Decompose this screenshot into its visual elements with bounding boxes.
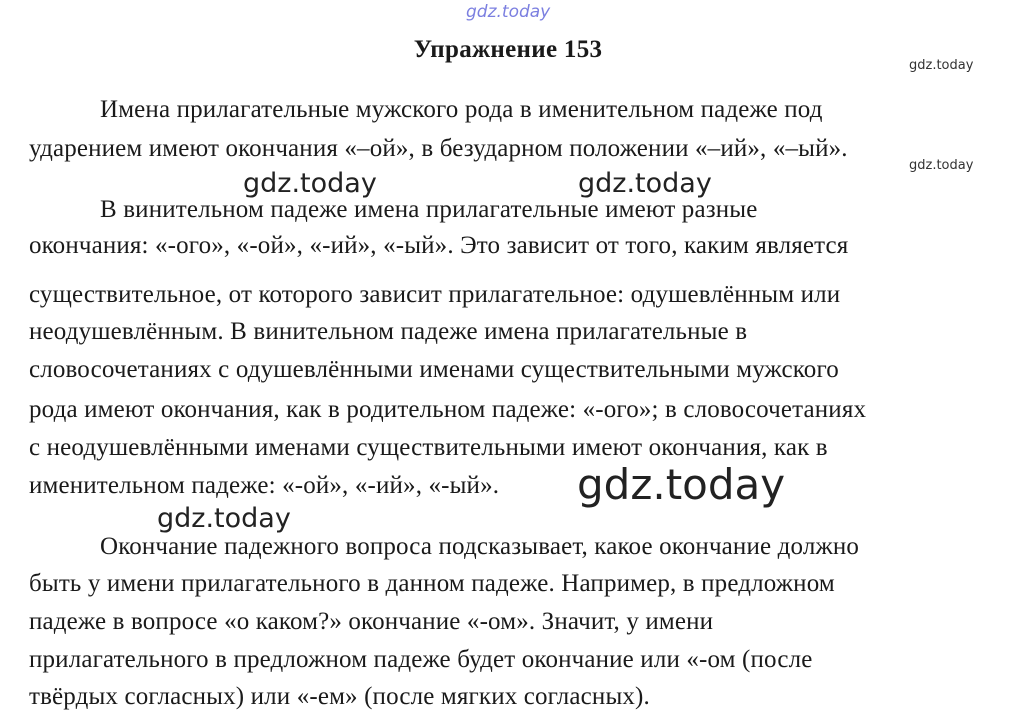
- text-line: неодушевлённым. В винительном падеже имена прилагательные в: [29, 318, 748, 345]
- exercise-title: Упражнение 153: [413, 36, 603, 63]
- text-line: ударением имеют окончания «–ой», в безударном положении «–ий», «–ый».: [29, 135, 848, 162]
- text-line: словосочетаниях с одушевлёнными именами существительными мужского: [29, 356, 839, 383]
- text-line: прилагательного в предложном падеже будет окончание или «-ом (после: [29, 646, 813, 673]
- text-line: твёрдых согласных) или «-ем» (после мягких согласных).: [29, 683, 650, 710]
- text-line: Имена прилагательные мужского рода в именительном падеже под: [100, 96, 823, 123]
- text-line: окончания: «-ого», «-ой», «-ий», «-ый». Это зависит от того, каким является: [29, 232, 849, 259]
- watermark-mid-1: gdz.today: [243, 168, 377, 199]
- text-line: с неодушевлёнными именами существительными имеют окончания, как в: [29, 434, 828, 461]
- text-line: существительное, от которого зависит прилагательное: одушевлённым или: [29, 281, 841, 308]
- text-line: Окончание падежного вопроса подсказывает, какое окончание должно: [100, 533, 860, 560]
- watermark-small-2: gdz.today: [909, 158, 974, 173]
- text-line: быть у имени прилагательного в данном падеже. Например, в предложном: [29, 570, 835, 597]
- text-line: В винительном падеже имена прилагательные имеют разные: [100, 196, 758, 223]
- watermark-top: gdz.today: [466, 2, 551, 22]
- watermark-mid-2: gdz.today: [578, 168, 712, 199]
- text-line: падеже в вопросе «о каком?» окончание «-ом». Значит, у имени: [29, 608, 714, 635]
- watermark-mid-3: gdz.today: [157, 503, 291, 534]
- text-line: рода имеют окончания, как в родительном падеже: «-ого»; в словосочетаниях: [29, 396, 867, 423]
- text-line: именительном падеже: «-ой», «-ий», «-ый».: [29, 472, 500, 499]
- watermark-big: gdz.today: [577, 460, 786, 509]
- watermark-small-1: gdz.today: [909, 58, 974, 73]
